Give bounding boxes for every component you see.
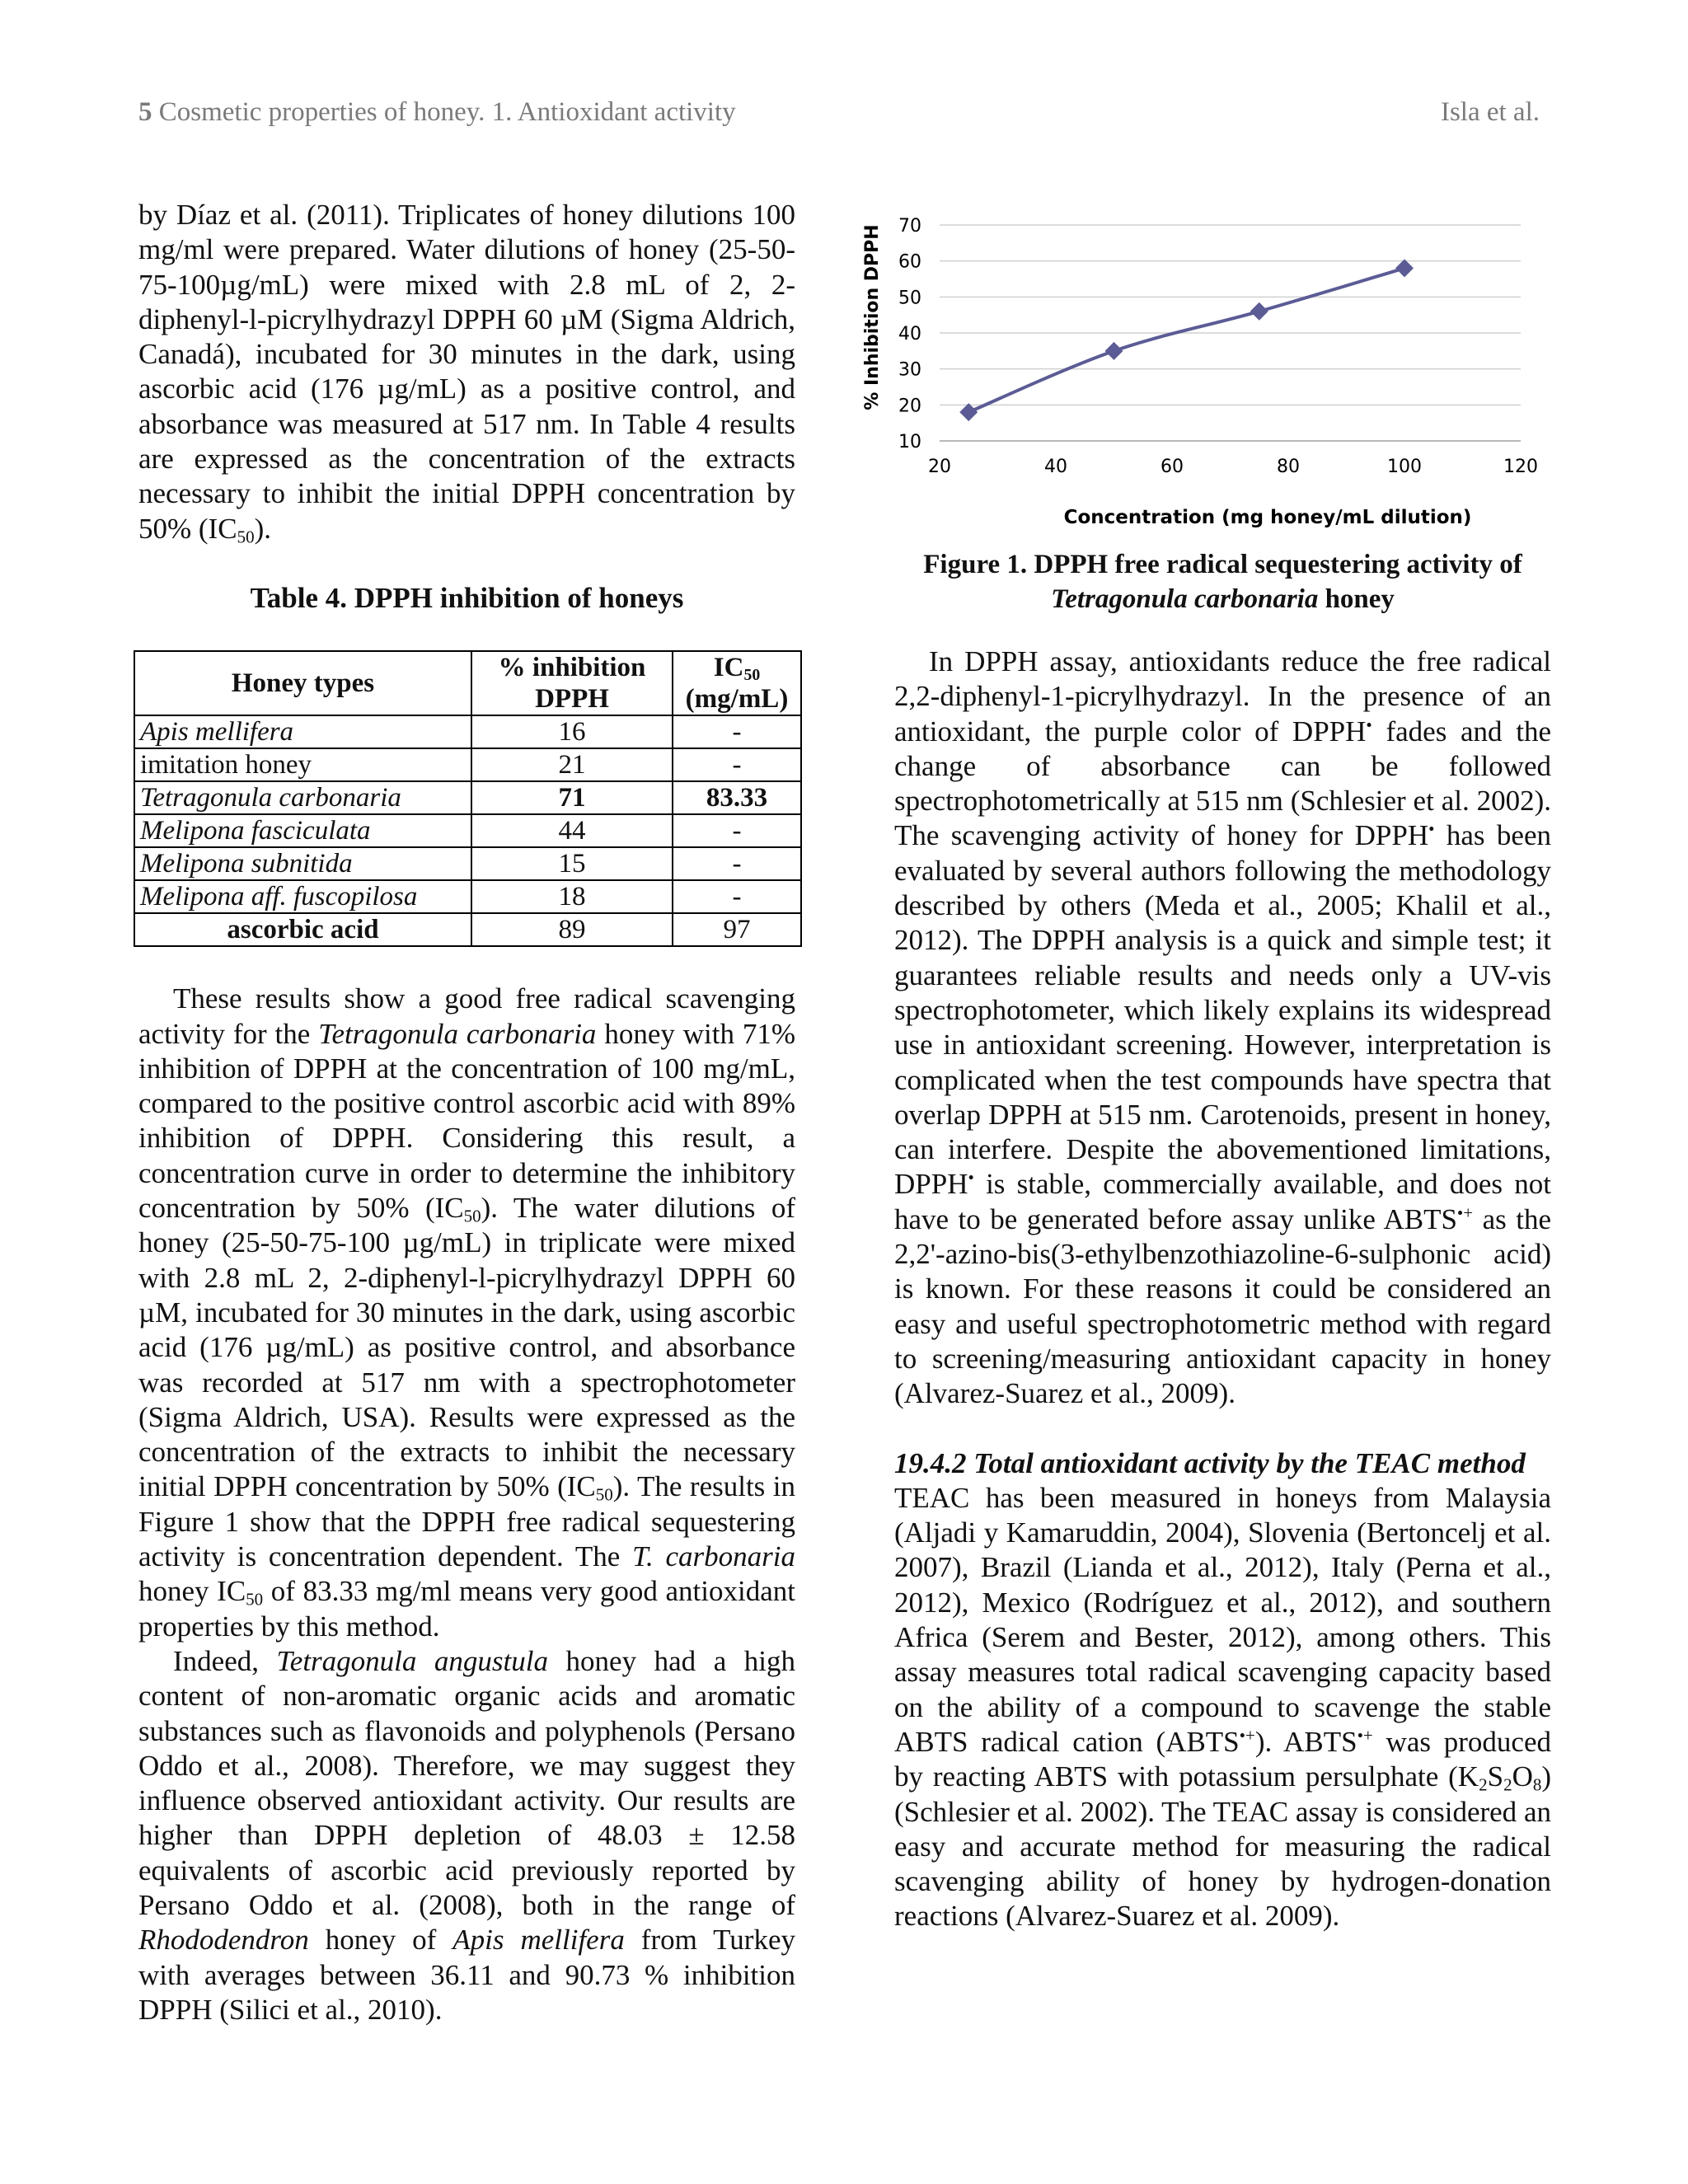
figure-1-caption: Figure 1. DPPH free radical sequestering activity of Tetragonula carbonaria honey bbox=[923, 550, 1522, 614]
honey-type-cell: Tetragonula carbonaria bbox=[134, 781, 471, 814]
ic50-cell: 83.33 bbox=[673, 781, 801, 814]
y-tick-label: 50 bbox=[898, 288, 921, 309]
figure-1-chart bbox=[857, 198, 1566, 544]
right-column bbox=[894, 644, 1551, 1934]
results-paragraph: These results show a good free radical scavenging activity for the Tetragonula carbonaria honey with 71% inhibition of DPPH at the concentration of 100 mg/mL, compared to the positive control ascorbic acid with 89% inhibition of DPPH. Considering this result, a concentration curve in order to determine the inhibitory concentration by 50% $(IC_{50})$. The water dilutions of honey (25-50-75-100 µg/mL) in triplicate were mixed with 2.8 mL 2, 2-diphenyl-l-picrylhydrazyl DPPH 60 µM, incubated for 30 minutes in the dark, using ascorbic acid (176 µg/mL) as positive control, and absorbance was recorded at 517 nm with a spectrophotometer (Sigma Aldrich, USA). Results were expressed as the concentration of the extracts to inhibit the necessary initial DPPH concentration by 50% $(IC_{50})$. The results in Figure 1 show that the DPPH free radical sequestering activity is concentration dependent. The T. carbonaria honey $IC_{50}$ of 83.33 mg/ml means very good antioxidant properties by this method. bbox=[138, 982, 796, 1643]
y-tick-label: 20 bbox=[898, 396, 921, 417]
x-tick-labels bbox=[928, 457, 1538, 477]
teac-paragraph: TEAC has been measured in honeys from Malaysia (Aljadi y Kamaruddin, 2004), Slovenia (Bertoncelj et al. 2007), Brazil (Lianda et al., 2012), Italy (Perna et al., 2012), Mexico (Rodríguez et al., 2012), and southern Africa (Serem and Bester, 2012), among others. This assay measures total radical scavenging capacity based on the ability of a compound to scavenge the stable ABTS radical cation (ABTS•+). ABTS•+ was produced by reacting ABTS with potassium persulphate $(K_2S_2O_8)$ (Schlesier et al. 2002). The TEAC assay is considered an easy and accurate method for measuring the radical scavenging ability of honey by hydrogen-donation reactions (Alvarez-Suarez et al. 2009). bbox=[894, 1481, 1551, 1933]
inhibition-cell: 16 bbox=[471, 715, 673, 748]
col-header-types: Honey types bbox=[134, 651, 471, 715]
running-title: Cosmetic properties of honey. 1. Antioxidant activity bbox=[158, 97, 736, 127]
honey-type-cell: ascorbic acid bbox=[134, 913, 471, 946]
inhibition-cell: 18 bbox=[471, 880, 673, 913]
ic50-cell: - bbox=[673, 748, 801, 781]
dpph-paragraph: In DPPH assay, antioxidants reduce the free radical 2,2-diphenyl-1-picrylhydrazyl. In the presence of an antioxidant, the purple color of DPPH• fades and the change of absorbance can be followed spectrophotometrically at 515 nm (Schlesier et al. 2002). The scavenging activity of honey for DPPH• has been evaluated by several authors following the methodology described by others (Meda et al., 2005; Khalil et al., 2012). The DPPH analysis is a quick and simple test; it guarantees reliable results and needs only a UV-vis spectrophotometer, which likely explains its widespread use in antioxidant screening. However, interpretation is complicated when the test compounds have spectra that overlap DPPH at 515 nm. Carotenoids, present in honey, can interfere. Despite the abovementioned limitations, DPPH• is stable, commercially available, and does not have to be generated before assay unlike ABTS•+ as the 2,2'-azino-bis(3-ethylbenzothiazoline-6-sulphonic acid) is known. For these reasons it could be considered an easy and useful spectrophotometric method with regard to screening/measuring antioxidant capacity in honey (Alvarez-Suarez et al., 2009). bbox=[894, 645, 1551, 1410]
inhibition-cell: 71 bbox=[471, 781, 673, 814]
inhibition-cell: 21 bbox=[471, 748, 673, 781]
intro-paragraph: by Díaz et al. (2011). Triplicates of honey dilutions 100 mg/ml were prepared. Water dilutions of honey (25-50-75-100µg/mL) were mixed with 2.8 mL of 2, 2-diphenyl-l-picrylhydrazyl DPPH 60 µM (Sigma Aldrich, Canadá), incubated for 30 minutes in the dark, using ascorbic acid (176 µg/mL) as a positive control, and absorbance was measured at 517 nm. In Table 4 results are expressed as the concentration of the extracts necessary to inhibit the initial DPPH concentration by 50% $(IC_{50})$. bbox=[138, 199, 795, 546]
y-tick-label: 70 bbox=[898, 216, 921, 237]
ic50-cell: - bbox=[673, 814, 801, 847]
table-row bbox=[134, 880, 801, 913]
y-tick-label: 40 bbox=[898, 324, 921, 344]
inhibition-cell: 89 bbox=[471, 913, 673, 946]
y-tick-label: 10 bbox=[898, 432, 921, 452]
col-header-ic50: $IC_{50}$ (mg/mL) bbox=[673, 651, 801, 715]
table-row bbox=[134, 781, 801, 814]
inhibition-cell: 15 bbox=[471, 847, 673, 880]
x-tick-label: 60 bbox=[1160, 457, 1184, 477]
section-heading: 19.4.2 Total antioxidant activity by the TEAC method bbox=[894, 1446, 1526, 1479]
left-column bbox=[138, 198, 795, 2027]
running-authors: Isla et al. bbox=[1440, 97, 1540, 127]
y-axis-label: % Inhibition DPPH bbox=[862, 224, 883, 410]
data-point-marker bbox=[1395, 259, 1414, 277]
x-tick-label: 80 bbox=[1277, 457, 1300, 477]
dpph-line-chart bbox=[857, 198, 1566, 544]
series-line bbox=[968, 268, 1404, 412]
table-row bbox=[134, 847, 801, 880]
table-row bbox=[134, 913, 801, 946]
data-point-marker bbox=[959, 403, 978, 421]
honey-type-cell: Apis mellifera bbox=[134, 715, 471, 748]
table-row bbox=[134, 748, 801, 781]
honey-type-cell: imitation honey bbox=[134, 748, 471, 781]
data-point-marker bbox=[1105, 342, 1123, 360]
table-caption: Table 4. DPPH inhibition of honeys bbox=[250, 581, 684, 614]
y-tick-labels bbox=[898, 216, 921, 452]
y-tick-label: 30 bbox=[898, 359, 921, 381]
ic50-cell: - bbox=[673, 847, 801, 880]
ic50-cell: - bbox=[673, 715, 801, 748]
running-header bbox=[138, 97, 736, 128]
x-axis-label: Concentration (mg honey/mL dilution) bbox=[1063, 507, 1472, 528]
honey-type-cell: Melipona fasciculata bbox=[134, 814, 471, 847]
x-tick-label: 20 bbox=[928, 457, 951, 477]
y-tick-label: 60 bbox=[898, 251, 921, 273]
inhibition-cell: 44 bbox=[471, 814, 673, 847]
honey-type-cell: Melipona aff. fuscopilosa bbox=[134, 880, 471, 913]
indeed-paragraph: Indeed, Tetragonula angustula honey had a high content of non-aromatic organic acids and aromatic substances such as flavonoids and polyphenols (Persano Oddo et al., 2008). Therefore, we may suggest they influence observed antioxidant activity. Our results are higher than DPPH depletion of 48.03 ± 12.58 equivalents of ascorbic acid previously reported by Persano Oddo et al. (2008), both in the range of Rhododendron honey of Apis mellifera from Turkey with averages between 36.11 and 90.73 % inhibition DPPH (Silici et al., 2010). bbox=[138, 1644, 795, 2026]
chart-series bbox=[959, 259, 1414, 421]
x-tick-label: 120 bbox=[1503, 457, 1538, 477]
ic50-cell: 97 bbox=[673, 913, 801, 946]
page-number: 5 bbox=[138, 97, 152, 127]
table-header-row bbox=[134, 651, 801, 715]
honey-type-cell: Melipona subnitida bbox=[134, 847, 471, 880]
chart-gridlines bbox=[940, 225, 1521, 441]
dpph-inhibition-table bbox=[134, 650, 802, 947]
data-point-marker bbox=[1250, 302, 1268, 321]
table-row bbox=[134, 715, 801, 748]
ic50-cell: - bbox=[673, 880, 801, 913]
x-tick-label: 40 bbox=[1044, 457, 1067, 477]
x-tick-label: 100 bbox=[1387, 457, 1422, 477]
col-header-inhibition: % inhibition DPPH bbox=[471, 651, 673, 715]
table-row bbox=[134, 814, 801, 847]
